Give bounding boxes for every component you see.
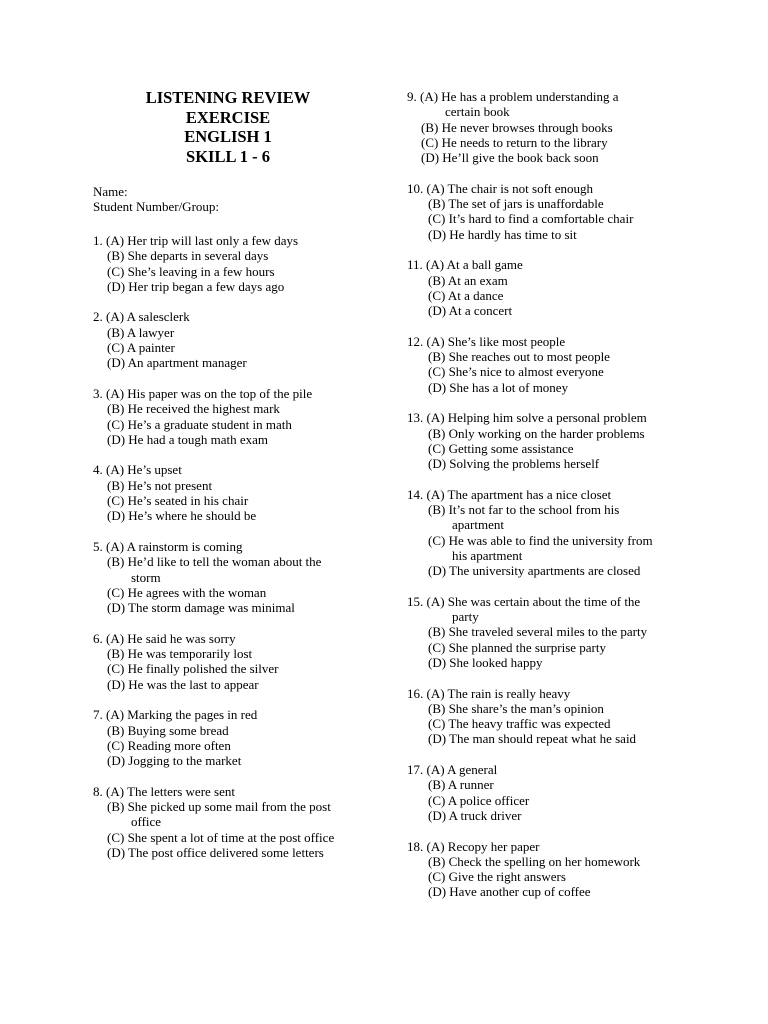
question-item — [93, 386, 393, 447]
question-number: 7. — [93, 707, 103, 723]
answer-option: (B) It’s not far to the school from his — [428, 502, 620, 518]
question-number: 8. — [93, 783, 103, 799]
answer-option: (D) He was the last to appear — [107, 676, 259, 692]
answer-option-continuation: his apartment — [452, 547, 523, 563]
answer-option: (D) An apartment manager — [107, 355, 247, 371]
question-first-line — [93, 539, 393, 554]
answer-option: (C) A police officer — [428, 792, 530, 808]
question-number: 15. — [407, 593, 424, 609]
question-number: 14. — [407, 486, 424, 502]
answer-option-text: (A) The chair is not soft enough — [426, 180, 594, 196]
question-item — [93, 784, 393, 860]
question-number: 17. — [407, 762, 424, 778]
question-first-line — [407, 181, 707, 196]
answer-option: (B) A lawyer — [107, 324, 175, 340]
answer-option: (B) She reaches out to most people — [428, 349, 610, 365]
question-first-line — [93, 462, 393, 477]
question-number: 4. — [93, 462, 103, 478]
question-number: 1. — [93, 233, 103, 248]
question-item — [407, 594, 707, 670]
answer-option: (D) He’s where he should be — [107, 508, 257, 524]
question-number: 2. — [93, 309, 103, 325]
question-item — [407, 762, 707, 823]
answer-option: (C) She planned the surprise party — [428, 639, 606, 655]
question-number: 6. — [93, 630, 103, 646]
question-item — [407, 334, 707, 395]
answer-option: (D) Her trip began a few days ago — [107, 278, 285, 294]
question-first-line — [407, 594, 707, 609]
question-number: 5. — [93, 538, 103, 554]
answer-option: (D) Solving the problems herself — [428, 456, 600, 472]
answer-option: (C) Getting some assistance — [428, 440, 574, 456]
question-first-line — [93, 309, 393, 324]
answer-option: (B) She share’s the man’s opinion — [428, 700, 604, 716]
answer-option: (B) He was temporarily lost — [107, 646, 253, 662]
answer-option: (D) Have another cup of coffee — [428, 884, 591, 900]
answer-option-text: (A) A rainstorm is coming — [106, 538, 243, 554]
answer-option: (C) He’s a graduate student in math — [107, 416, 292, 432]
question-first-line — [93, 386, 393, 401]
answer-option: (B) She traveled several miles to the party — [428, 624, 648, 640]
answer-option: (C) He was able to find the university from — [428, 532, 653, 548]
answer-option-text: (A) She was certain about the time of the — [426, 593, 641, 609]
answer-option: (D) A truck driver — [428, 807, 522, 823]
question-first-line — [93, 784, 393, 799]
question-first-line — [407, 410, 707, 425]
page-title — [130, 88, 326, 166]
answer-option: (C) She spent a lot of time at the post office — [107, 829, 335, 845]
answer-option: (D) At a concert — [428, 303, 513, 319]
answer-option: (D) The university apartments are closed — [428, 563, 641, 579]
title-line: LISTENING REVIEW — [145, 88, 311, 107]
question-number: 16. — [407, 685, 424, 701]
answer-option: (C) It’s hard to find a comfortable chair — [428, 211, 634, 227]
answer-option: (B) She departs in several days — [107, 248, 269, 264]
question-item — [407, 487, 707, 579]
answer-option-continuation: certain book — [445, 104, 510, 120]
question-first-line — [407, 487, 707, 502]
answer-option: (B) At an exam — [428, 272, 508, 288]
question-item — [93, 309, 393, 370]
answer-option-text: (A) At a ball game — [426, 257, 523, 273]
question-number: 9. — [407, 89, 417, 104]
question-item — [93, 631, 393, 692]
answer-option-text: (A) A salesclerk — [106, 309, 190, 325]
answer-option: (C) A painter — [107, 340, 175, 356]
answer-option: (B) He never browses through books — [421, 119, 613, 135]
answer-option: (B) He’d like to tell the woman about the — [107, 554, 322, 570]
question-item — [407, 181, 707, 242]
answer-option: (C) He agrees with the woman — [107, 584, 267, 600]
answer-option-continuation: storm — [131, 569, 161, 585]
questions-column-right — [407, 89, 707, 915]
answer-option: (B) He received the highest mark — [107, 401, 280, 417]
answer-option: (C) He needs to return to the library — [421, 134, 608, 150]
answer-option-continuation: office — [131, 814, 162, 830]
answer-option-text: (A) He’s upset — [106, 462, 182, 478]
answer-option: (B) He’s not present — [107, 477, 213, 493]
answer-option: (D) She looked happy — [428, 654, 543, 670]
question-number: 18. — [407, 838, 424, 854]
question-number: 11. — [407, 257, 423, 273]
answer-option-text: (A) He said he was sorry — [106, 630, 236, 646]
answer-option: (D) The man should repeat what he said — [428, 731, 637, 747]
question-first-line — [93, 233, 393, 248]
answer-option-text: (A) He has a problem understanding a — [420, 89, 619, 104]
answer-option-text: (A) The letters were sent — [106, 783, 235, 799]
questions-column-left — [93, 233, 393, 875]
answer-option: (D) She has a lot of money — [428, 379, 569, 395]
answer-option: (D) The post office delivered some letters — [107, 844, 324, 860]
question-item — [407, 410, 707, 471]
answer-option: (C) At a dance — [428, 287, 504, 303]
answer-option-text: (A) Marking the pages in red — [106, 707, 258, 723]
answer-option-continuation: party — [452, 609, 479, 625]
question-item — [407, 257, 707, 318]
question-first-line — [407, 839, 707, 854]
answer-option: (C) He’s seated in his chair — [107, 493, 249, 509]
title-line: SKILL 1 - 6 — [186, 146, 270, 166]
question-first-line — [407, 89, 707, 104]
answer-option: (C) Give the right answers — [428, 869, 566, 885]
question-first-line — [407, 334, 707, 349]
answer-option-text: (A) Recopy her paper — [426, 838, 540, 854]
question-number: 13. — [407, 410, 424, 426]
answer-option: (B) Check the spelling on her homework — [428, 853, 641, 869]
question-first-line — [93, 707, 393, 722]
answer-option-text: (A) She’s like most people — [426, 333, 566, 349]
answer-option: (B) She picked up some mail from the post — [107, 798, 331, 814]
answer-option-text: (A) The apartment has a nice closet — [426, 486, 612, 502]
answer-option: (B) A runner — [428, 777, 494, 793]
answer-option-text: (A) The rain is really heavy — [426, 685, 571, 701]
answer-option: (D) He hardly has time to sit — [428, 226, 577, 242]
question-item — [407, 686, 707, 747]
answer-option-text: (A) His paper was on the top of the pile — [106, 385, 313, 401]
answer-option-text: (A) Helping him solve a personal problem — [426, 410, 647, 426]
answer-option: (B) The set of jars is unaffordable — [428, 196, 604, 212]
answer-option: (C) She’s nice to almost everyone — [428, 364, 604, 380]
answer-option: (D) The storm damage was minimal — [107, 600, 295, 616]
question-item — [407, 839, 707, 900]
question-first-line — [407, 762, 707, 777]
question-first-line — [407, 257, 707, 272]
answer-option: (C) He finally polished the silver — [107, 661, 279, 677]
question-number: 12. — [407, 333, 424, 349]
question-item — [93, 233, 393, 294]
question-first-line — [93, 631, 393, 646]
question-number: 3. — [93, 385, 103, 401]
answer-option-continuation: apartment — [452, 517, 504, 533]
answer-option: (D) Jogging to the market — [107, 753, 242, 769]
question-item — [407, 89, 707, 165]
question-item — [93, 539, 393, 615]
answer-option-text: (A) A general — [426, 762, 498, 778]
answer-option: (C) She’s leaving in a few hours — [107, 263, 275, 279]
answer-option: (B) Only working on the harder problems — [428, 425, 645, 441]
answer-option: (D) He had a tough math exam — [107, 431, 269, 447]
student-number-field-label: Student Number/Group: — [93, 199, 220, 215]
student-fields — [93, 184, 219, 215]
answer-option: (C) The heavy traffic was expected — [428, 716, 611, 732]
title-line: ENGLISH 1 — [184, 127, 272, 146]
question-number: 10. — [407, 180, 424, 196]
question-item — [93, 707, 393, 768]
question-first-line — [407, 686, 707, 701]
answer-option: (C) Reading more often — [107, 737, 231, 753]
answer-option: (B) Buying some bread — [107, 722, 229, 738]
answer-option: (D) He’ll give the book back soon — [421, 150, 599, 166]
answer-option-text: (A) Her trip will last only a few days — [106, 233, 299, 248]
question-item — [93, 462, 393, 523]
title-line: EXERCISE — [185, 107, 271, 127]
name-field-label: Name: — [93, 184, 128, 199]
